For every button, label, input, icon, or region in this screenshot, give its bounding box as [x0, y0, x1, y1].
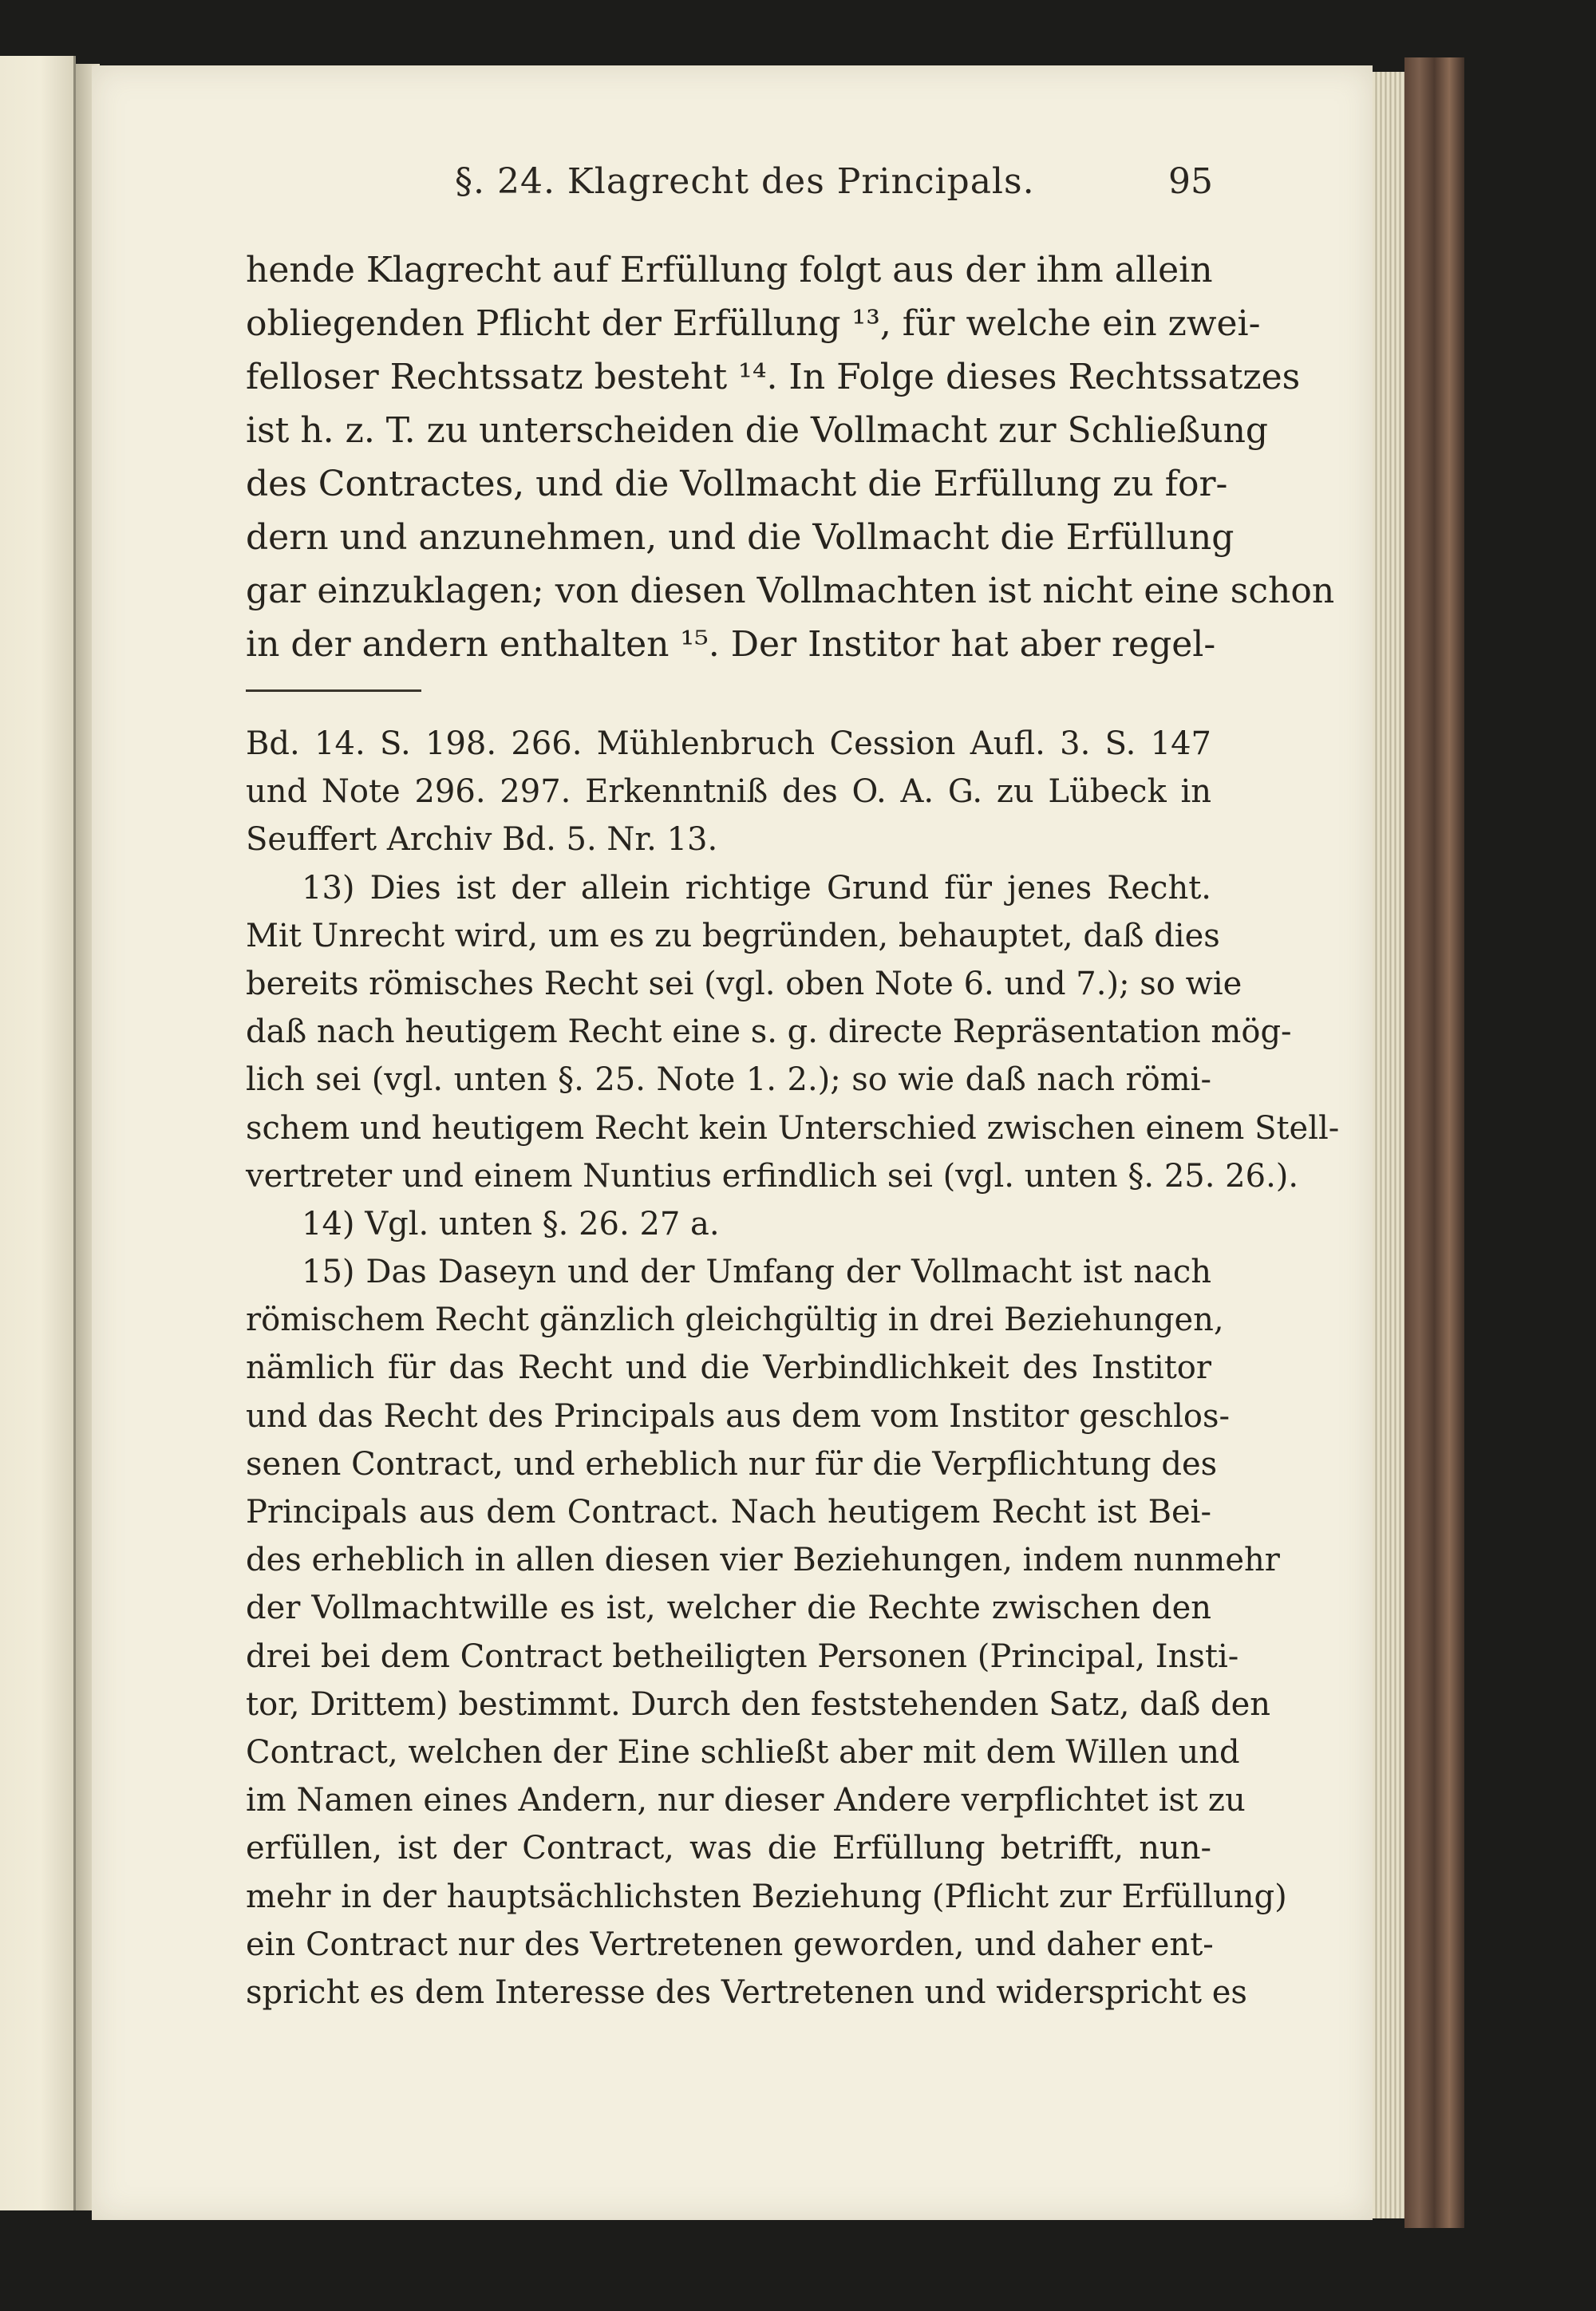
running-header	[247, 152, 1213, 215]
footnote-line: des erheblich in allen diesen vier Beziehungen, indem nunmehr	[246, 1542, 1280, 1579]
footnote-line: senen Contract, und erheblich nur für die Verpflichtung des	[246, 1445, 1218, 1483]
footnote-line: vertreter und einem Nuntius erfindlich sei (vgl. unten §. 25. 26.).	[246, 1157, 1299, 1195]
footnote-line: nämlich für das Recht und die Verbindlichkeit des Institor	[246, 1349, 1211, 1387]
footnote-line: 13) Dies ist der allein richtige Grund für jenes Recht.	[302, 869, 1211, 907]
body-line: in der andern enthalten ¹⁵. Der Institor hat aber regel-	[246, 624, 1216, 665]
footnote-line: erfüllen, ist der Contract, was die Erfüllung betrifft, nun-	[246, 1830, 1211, 1867]
footnote-line: und Note 296. 297. Erkenntniß des O. A. G. zu Lübeck in	[246, 773, 1211, 811]
footnote-line: schem und heutigem Recht kein Unterschied zwischen einem Stell-	[246, 1109, 1340, 1147]
body-line: gar einzuklagen; von diesen Vollmachten ist nicht eine schon	[246, 571, 1335, 611]
body-line: des Contractes, und die Vollmacht die Erfüllung zu for-	[246, 464, 1228, 504]
footnote-line: lich sei (vgl. unten §. 25. Note 1. 2.); so wie daß nach römi-	[246, 1061, 1211, 1099]
footnotes	[246, 720, 1340, 2017]
footnote-line: drei bei dem Contract betheiligten Personen (Principal, Insti-	[246, 1637, 1239, 1675]
main-text	[246, 243, 1335, 671]
footnote-line: Mit Unrecht wird, um es zu begründen, behauptet, daß dies	[246, 917, 1220, 954]
footnote-line: und das Recht des Principals aus dem vom Institor geschlos-	[246, 1397, 1231, 1435]
footnote-line: der Vollmachtwille es ist, welcher die Rechte zwischen den	[246, 1590, 1211, 1627]
body-line: ist h. z. T. zu unterscheiden die Vollmacht zur Schließung	[246, 410, 1269, 451]
footnote-line: ein Contract nur des Vertretenen geworden, und daher ent-	[246, 1926, 1214, 1963]
book-cover-edge	[1404, 57, 1464, 2228]
footnote-line: Contract, welchen der Eine schließt aber mit dem Willen und	[246, 1733, 1240, 1771]
footnote-line: im Namen eines Andern, nur dieser Andere verpflichtet ist zu	[246, 1782, 1246, 1819]
body-line: obliegenden Pflicht der Erfüllung ¹³, für welche ein zwei-	[246, 303, 1261, 344]
header-title: §. 24. Klagrecht des Principals.	[455, 161, 1035, 202]
footnote-line: Seuffert Archiv Bd. 5. Nr. 13.	[246, 821, 718, 859]
footnote-line: römischem Recht gänzlich gleichgültig in drei Beziehungen,	[246, 1302, 1224, 1339]
footnote-line: tor, Drittem) bestimmt. Durch den feststehenden Satz, daß den	[246, 1685, 1271, 1723]
footnote-rule	[246, 689, 421, 692]
page-edges	[1373, 72, 1404, 2218]
body-line: felloser Rechtssatz besteht ¹⁴. In Folge dieses Rechtssatzes	[246, 357, 1301, 397]
body-line: hende Klagrecht auf Erfüllung folgt aus der ihm allein	[246, 250, 1213, 290]
footnote-line: spricht es dem Interesse des Vertretenen und widerspricht es	[246, 1973, 1247, 2011]
footnote-line: 15) Das Daseyn und der Umfang der Vollmacht ist nach	[302, 1254, 1211, 1291]
body-line: dern und anzunehmen, und die Vollmacht die Erfüllung	[246, 517, 1235, 558]
footnote-line: Bd. 14. S. 198. 266. Mühlenbruch Cession Aufl. 3. S. 147	[246, 725, 1211, 762]
left-page-edge	[0, 56, 76, 2210]
footnote-line: bereits römisches Recht sei (vgl. oben Note 6. und 7.); so wie	[246, 965, 1242, 1002]
page-number: 95	[1168, 161, 1213, 202]
footnote-line: daß nach heutigem Recht eine s. g. directe Repräsentation mög-	[246, 1013, 1292, 1051]
footnote-line: 14) Vgl. unten §. 26. 27 a.	[302, 1205, 720, 1242]
footnote-line: mehr in der hauptsächlichsten Beziehung (Pflicht zur Erfüllung)	[246, 1878, 1287, 1915]
footnote-line: Principals aus dem Contract. Nach heutigem Recht ist Bei-	[246, 1494, 1211, 1531]
